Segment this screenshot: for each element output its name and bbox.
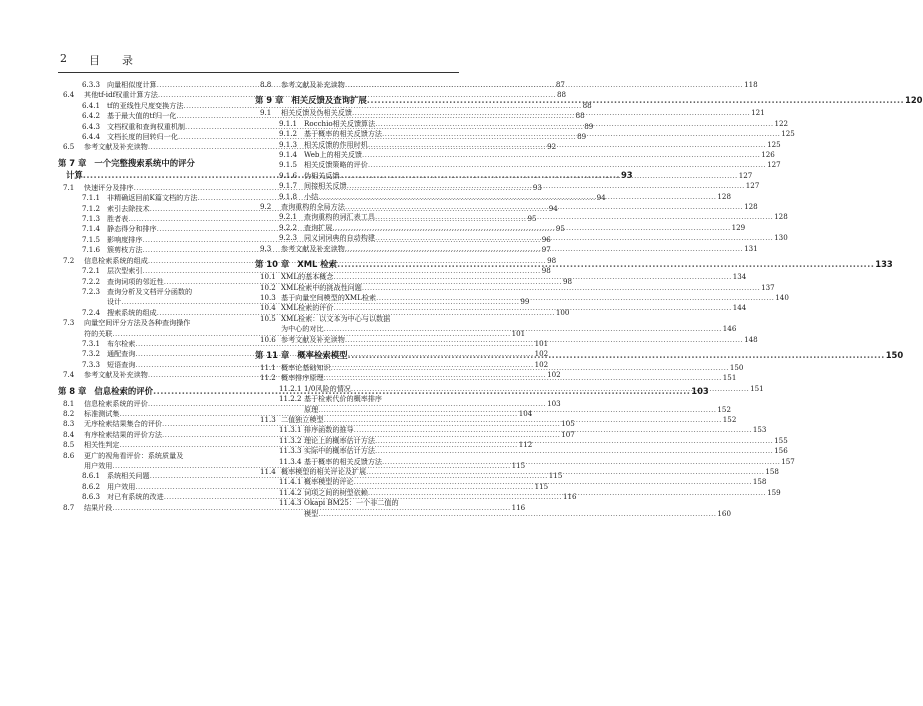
toc-leader-dots [368, 488, 766, 498]
toc-page-number: 160 [717, 508, 731, 518]
toc-entry-title: 搜索系统的组成 [107, 307, 157, 317]
toc-page-number: 115 [511, 461, 526, 470]
toc-entry-number: 7.2.4 [82, 307, 101, 317]
toc-entry-number: 7.3.2 [82, 349, 101, 359]
toc-leader-dots [382, 457, 780, 467]
toc-entry [58, 451, 268, 461]
toc-entry-title: 相关性判定 [84, 440, 120, 450]
toc-page-number: 102 [547, 370, 561, 380]
toc-page-number: 150 [885, 349, 904, 360]
toc-leader-dots [367, 94, 904, 106]
toc-entry-number: 11.2.1 [279, 383, 302, 393]
toc-entry-number: 9.1.4 [279, 150, 298, 160]
toc-page-number: 88 [575, 111, 585, 121]
toc-entry-number: 11.2.2 [279, 394, 302, 404]
toc-entry-title: 层次型索引 [107, 266, 143, 276]
toc-entry-number: 7.1.1 [82, 193, 101, 203]
toc-entry-title: XML检索的评价 [281, 303, 334, 313]
toc-entry-number: 7.1.5 [82, 234, 101, 244]
toc-entry-number: 7.2.3 [82, 286, 101, 296]
toc-page-number: 155 [774, 435, 788, 445]
toc-page-number: 153 [752, 425, 767, 435]
toc-entry-title: 1/0风险的情况 [304, 383, 351, 393]
toc-entry [255, 150, 775, 160]
toc-leader-dots [348, 349, 885, 361]
toc-entry-title: 查询扩展 [304, 222, 333, 232]
toc-entry-title: 二值独立模型 [281, 414, 324, 424]
toc-page-number: 101 [534, 338, 549, 348]
toc-entry-number: 8.4 [63, 429, 75, 439]
toc-leader-dots [345, 244, 743, 254]
toc-page-number: 159 [767, 487, 781, 497]
toc-page-number: 88 [557, 90, 567, 100]
toc-entry-title: 模型 [304, 508, 319, 518]
toc-page-number: 116 [562, 492, 577, 502]
toc-leader-dots [318, 509, 716, 519]
toc-entry-number: 6.3.3 [82, 80, 101, 89]
toc-entry-number: 9.1.2 [279, 129, 298, 139]
toc-entry-title: 文档权重和查询权重机制 [107, 121, 186, 131]
toc-entry-number: 第 8 章 [58, 385, 87, 396]
toc-entry-title: XML检索中的挑战性问题 [281, 282, 362, 292]
toc-leader-dots [368, 160, 766, 170]
toc-entry-title: 伪相关反馈 [304, 170, 340, 180]
toc-entry-number: 7.2.1 [82, 266, 101, 276]
toc-entry-title: 参考文献及补充读物 [84, 142, 148, 152]
toc-page-number: 156 [774, 446, 788, 456]
toc-entry-title: 对已有系统的改进 [107, 492, 164, 502]
toc-page-number: 128 [717, 191, 731, 201]
toc-leader-dots [351, 384, 749, 394]
toc-entry-number: 8.8 [260, 80, 272, 89]
toc-entry-title: 有序检索结果的评价方法 [84, 429, 163, 439]
toc-entry-title: 概率排序原理 [281, 373, 324, 383]
toc-entry-number: 10.5 [260, 313, 276, 323]
toc-entry-title: 为中心的对比 [281, 324, 324, 334]
header-label-1: 目 [89, 54, 100, 67]
toc-page-number: 96 [541, 234, 551, 244]
toc-entry-number: 11.3.3 [279, 446, 302, 456]
toc-entry-title: 概率论基础知识 [281, 362, 331, 372]
toc-leader-dots [331, 363, 729, 373]
toc-entry-title: 原理 [304, 404, 319, 414]
toc-entry-title: 符的关联 [84, 328, 113, 338]
toc-entry-number: 6.4 [63, 90, 75, 100]
toc-entry-number: 9.1.6 [279, 170, 298, 180]
toc-entry [255, 314, 461, 324]
toc-entry-number: 第 9 章 [255, 95, 284, 106]
toc-entry-title: 结果片段 [84, 502, 113, 512]
toc-leader-dots [375, 446, 773, 456]
toc-entry-number: 9.2.2 [279, 222, 298, 232]
toc-entry-title: 概率模型的评论 [304, 477, 354, 487]
toc-entry-title: Rocchio相关反馈算法 [304, 118, 376, 128]
toc-entry-number: 9.1 [260, 108, 272, 118]
toc-leader-dots [345, 335, 743, 345]
toc-entry-number: 9.1.7 [279, 181, 298, 191]
toc-page-number: 151 [722, 373, 737, 383]
toc-leader-dots [337, 255, 874, 270]
toc-page-number: 158 [765, 467, 779, 476]
toc-entry-number: 11.3.4 [279, 456, 302, 466]
toc-leader-dots [362, 150, 760, 160]
toc-entry-title: 用户效用 [84, 461, 113, 470]
toc-page-number: 87 [555, 80, 565, 89]
toc-entry-title: 向量相似度计算 [107, 80, 157, 89]
toc-entry-number: 9.1.5 [279, 160, 298, 170]
toc-entry-number: 7.1.2 [82, 203, 101, 213]
toc-entry-number: 10.1 [260, 272, 276, 282]
toc-leader-dots [334, 272, 732, 282]
toc-entry-title: 同义词词典的自动构建 [304, 233, 375, 243]
toc-entry-title: 参考文献及补充读物 [281, 243, 345, 253]
header-label-2: 录 [122, 54, 133, 67]
toc-entry-title: 基于向量空间模型的XML检索 [281, 292, 377, 302]
toc-page-number: 95 [527, 214, 537, 224]
toc-entry-number: 第 7 章 [58, 157, 87, 168]
toc-entry [58, 318, 268, 328]
toc-page-number: 103 [691, 385, 709, 396]
toc-entry-number: 7.3.3 [82, 359, 101, 369]
toc-leader-dots [352, 108, 750, 118]
toc-entry-title: 相关反馈及伪相关反馈 [281, 108, 352, 118]
toc-entry-title: Okapi BM25：一个非二值的 [304, 498, 399, 508]
toc-page-number: 131 [744, 243, 758, 253]
toc-page-number: 127 [767, 160, 781, 170]
toc-page-number: 128 [774, 212, 788, 222]
toc-entry-title: 基于概率的相关反馈方法 [304, 456, 383, 466]
toc-page-number: 148 [744, 334, 758, 344]
toc-leader-dots [375, 233, 773, 243]
toc-entry-title: 影响度排序 [107, 234, 143, 244]
toc-leader-dots [324, 415, 722, 425]
toc-entry-title: Web上的相关反馈 [304, 150, 363, 160]
toc-entry-title: 信息检索系统的组成 [84, 255, 148, 265]
toc-entry-number: 7.1.6 [82, 245, 101, 255]
toc-entry-title: 布尔检索 [107, 338, 136, 348]
toc-entry [58, 157, 268, 169]
toc-entry [255, 394, 461, 404]
toc-entry-number: 8.2 [63, 408, 75, 418]
toc-page-number: 102 [534, 359, 549, 369]
toc-entry-number: 6.4.1 [82, 100, 101, 110]
toc-page-number: 102 [534, 349, 549, 359]
toc-page-number: 121 [751, 108, 765, 118]
toc-entry-number: 11.2 [260, 373, 276, 383]
toc-entry-number: 9.2.3 [279, 233, 298, 243]
toc-entry-number: 8.7 [63, 502, 75, 512]
toc-entry-number: 8.5 [63, 440, 75, 450]
toc-entry-title: XML 检索 [297, 259, 338, 270]
toc-entry-number: 6.5 [63, 142, 75, 152]
toc-entry-title: 计算 [66, 169, 83, 180]
toc-page-number: 100 [555, 307, 570, 317]
toc-page-number: 133 [875, 259, 893, 270]
toc-entry-title: 排序函数的推导 [304, 425, 354, 435]
toc-leader-dots [375, 119, 773, 129]
toc-page-number: 104 [518, 408, 533, 418]
toc-entry-title: 短语查询 [107, 359, 136, 369]
toc-page-number: 93 [620, 169, 633, 180]
toc-entry-number: 10.3 [260, 292, 276, 302]
toc-page-number: 144 [732, 303, 747, 313]
toc-leader-dots [318, 192, 716, 202]
toc-page-number: 127 [745, 181, 760, 191]
toc-entry [58, 287, 268, 297]
toc-leader-dots [332, 223, 730, 233]
toc-entry-title: 无序检索结果集合的评价 [84, 419, 163, 429]
toc-page-number: 98 [547, 255, 557, 265]
toc-leader-dots [362, 283, 760, 293]
toc-page-number: 151 [750, 383, 764, 393]
toc-entry-number: 9.1.1 [279, 118, 298, 128]
toc-leader-dots [334, 303, 732, 313]
toc-page-number: 118 [744, 80, 758, 89]
toc-entry-continuation [255, 508, 731, 519]
toc-page-number: 130 [774, 233, 788, 243]
toc-entry-title: 参考文献及补充读物 [281, 334, 345, 344]
toc-page-number: 103 [547, 398, 561, 408]
toc-entry-number: 8.6.2 [82, 481, 101, 491]
page-number: 2 [60, 52, 67, 65]
toc-page-number: 146 [722, 324, 737, 334]
toc-entry-number: 11.3.1 [279, 425, 302, 435]
toc-entry-title: 词项之间的树型依赖 [304, 487, 368, 497]
toc-entry [58, 266, 551, 276]
toc-entry-number: 7.2 [63, 255, 75, 265]
toc-entry-title: 设计 [107, 297, 122, 307]
toc-entry-number: 7.1.3 [82, 214, 101, 224]
toc-page-number: 152 [722, 414, 737, 424]
toc-page-number: 116 [511, 502, 526, 512]
toc-leader-dots [354, 425, 752, 435]
header-rule [58, 72, 459, 73]
toc-page-number: 127 [738, 170, 753, 180]
toc-entry-number: 10.4 [260, 303, 276, 313]
toc-entry-title: 实际中的概率估计方法 [304, 446, 375, 456]
toc-entry-number: 10.2 [260, 282, 276, 292]
toc-entry-number: 11.1 [260, 362, 276, 372]
toc-entry-title: 小结 [304, 191, 319, 201]
toc-entry-number: 6.4.4 [82, 132, 101, 142]
toc-entry-title: 一个完整搜索系统中的评分 [94, 157, 195, 168]
toc-entry-number: 11.3.2 [279, 435, 302, 445]
toc-entry-title: 向量空间评分方法及各种查询操作 [84, 318, 191, 328]
toc-entry-title: 参考文献及补充读物 [84, 370, 148, 380]
toc-entry-title: 静态得分和排序 [107, 224, 157, 234]
toc-entry-title: 非精确返回前K篇文档的方法 [107, 193, 198, 203]
toc-entry-title: 其他tf-idf权重计算方法 [84, 90, 158, 100]
toc-page-number: 88 [582, 100, 592, 110]
toc-entry-title: 基于概率的相关反馈方法 [304, 129, 383, 139]
toc-entry-number: 7.2.2 [82, 276, 101, 286]
toc-page-number: 150 [729, 362, 744, 372]
toc-entry-title: 快速评分及排序 [84, 182, 134, 192]
toc-entry-number: 8.6 [63, 450, 75, 460]
toc-entry-title: 基于最大值的tf归一化 [107, 111, 177, 121]
toc-leader-dots [376, 293, 774, 303]
toc-entry-title: 更广的视角看评价：系统质量及 [84, 450, 184, 460]
toc-entry-number: 6.4.3 [82, 121, 101, 131]
toc-entry-number: 8.6.3 [82, 492, 101, 502]
toc-page-number: 115 [534, 481, 549, 491]
running-header [60, 52, 133, 68]
toc-leader-dots [324, 373, 722, 383]
toc-entry-title: 信息检索的评价 [94, 385, 154, 396]
toc-page-number: 99 [520, 297, 530, 307]
toc-entry-title: tf的亚线性尺度变换方法 [107, 100, 184, 110]
toc-page-number: 128 [744, 202, 758, 212]
toc-entry-number: 9.2.1 [279, 212, 298, 222]
toc-leader-dots [354, 477, 752, 487]
toc-entry-number: 11.4.1 [279, 477, 302, 487]
toc-entry-number: 11.3 [260, 414, 276, 424]
toc-page-number: 93 [532, 182, 542, 192]
toc-page-number: 97 [541, 245, 551, 255]
toc-entry-title: 索引去除技术 [107, 203, 150, 213]
toc-page-number: 129 [731, 222, 746, 232]
toc-page-number: 92 [547, 142, 557, 152]
toc-entry-number: 7.4 [63, 370, 75, 380]
toc-entry [255, 282, 775, 293]
toc-entry-title: 查询重构的全局方法 [281, 202, 345, 212]
toc-page-number: 158 [752, 477, 767, 487]
toc-page-number: 125 [767, 139, 781, 149]
toc-page-number: 105 [561, 419, 575, 429]
toc-entry-title: 通配查询 [107, 349, 136, 359]
toc-entry-number: 7.1 [63, 182, 75, 192]
toc-entry-number: 11.4 [260, 467, 276, 476]
toc-entry-title: 查询词项的邻近性 [107, 276, 164, 286]
toc-entry-number: 8.6.1 [82, 471, 101, 481]
toc-entry-title: 文档长度的回转归一化 [107, 132, 178, 142]
toc-entry-number: 10.6 [260, 334, 276, 344]
toc-entry-title: 信息检索系统的评价 [84, 398, 148, 408]
toc-entry [255, 498, 461, 508]
toc-page-number: 137 [761, 282, 775, 292]
toc-page-number: 157 [781, 456, 795, 466]
toc-entry-title: 基于检索代价的概率排序 [304, 394, 383, 404]
toc-page-number: 140 [775, 292, 789, 302]
toc-page-number: 95 [555, 224, 565, 234]
toc-entry [255, 160, 781, 170]
toc-page-number: 94 [548, 203, 558, 213]
toc-page-number: 152 [717, 404, 731, 414]
toc-entry-title: 概率检索模型 [297, 349, 348, 360]
toc-page-number: 98 [562, 276, 573, 286]
toc-entry-number: 7.3 [63, 318, 75, 328]
toc-page-number: 120 [905, 95, 923, 106]
toc-entry-number: 9.1.8 [279, 191, 298, 201]
toc-entry-number: 6.4.2 [82, 111, 101, 121]
toc-page-number: 115 [548, 471, 563, 481]
toc-leader-dots [366, 467, 764, 477]
toc-entry-title: 相关反馈策略的评价 [304, 160, 368, 170]
toc-entry-title: 理论上的概率估计方法 [304, 435, 375, 445]
toc-entry-title: 间接相关反馈 [304, 181, 347, 191]
toc-leader-dots [375, 436, 773, 446]
toc-leader-dots [375, 212, 773, 222]
toc-page-number: 134 [732, 272, 747, 282]
toc-leader-dots [339, 171, 737, 181]
toc-entry-title: 参考文献及补充读物 [281, 80, 345, 89]
toc-leader-dots [368, 140, 766, 150]
toc-entry-title: 胜者表 [107, 214, 129, 224]
toc-leader-dots [318, 405, 716, 415]
toc-entry-title: 系统相关问题 [107, 471, 150, 481]
toc-entry-number: 9.3 [260, 243, 272, 253]
toc-entry-number: 第 11 章 [255, 349, 290, 360]
toc-entry-title: 相关反馈的作用时机 [304, 139, 368, 149]
toc-entry-title: 标准测试集 [84, 408, 120, 418]
toc-entry-number: 11.4.2 [279, 487, 302, 497]
toc-leader-dots [345, 80, 743, 90]
toc-entry-number: 9.1.3 [279, 139, 298, 149]
toc-entry [255, 446, 788, 456]
toc-page-number: 94 [596, 193, 606, 203]
toc-entry-title: XML检索：以文本为中心与以数据 [281, 313, 391, 323]
toc-page-number: 101 [511, 328, 526, 338]
toc-entry-number: 第 10 章 [255, 259, 290, 270]
toc-entry-title: 相关反馈及查询扩展 [291, 95, 367, 106]
toc-page-number: 122 [774, 118, 789, 128]
toc-leader-dots [324, 324, 722, 334]
toc-entry-number: 7.1.4 [82, 224, 101, 234]
toc-entry-number: 9.2 [260, 202, 272, 212]
toc-entry-title: 用户效用 [107, 481, 136, 491]
toc-entry-number: 8.1 [63, 398, 75, 408]
toc-entry-title: XML的基本概念 [281, 272, 334, 282]
toc-page-number: 89 [577, 132, 587, 142]
toc-page-number: 89 [584, 121, 594, 131]
toc-entry-number: 11.4.3 [279, 498, 302, 508]
toc-page-number: 112 [518, 440, 533, 450]
toc-entry-title: 概率模型的相关评论及扩展 [281, 467, 367, 476]
toc-entry-number: 8.3 [63, 419, 75, 429]
toc-entry-number: 7.3.1 [82, 338, 101, 348]
toc-page-number: 126 [761, 150, 775, 160]
toc-leader-dots [345, 202, 743, 212]
toc-entry-title: 查询分析及文档评分函数的 [107, 286, 193, 296]
toc-page-number: 98 [541, 266, 551, 276]
toc-entry-title: 簇剪枝方法 [107, 245, 143, 255]
toc-page-number: 107 [561, 429, 575, 439]
toc-entry-title: 查询重构的词汇表工具 [304, 212, 375, 222]
toc-leader-dots [347, 181, 745, 191]
toc-page-number: 125 [781, 129, 795, 139]
toc-entry [58, 90, 567, 100]
toc-leader-dots [382, 129, 780, 139]
